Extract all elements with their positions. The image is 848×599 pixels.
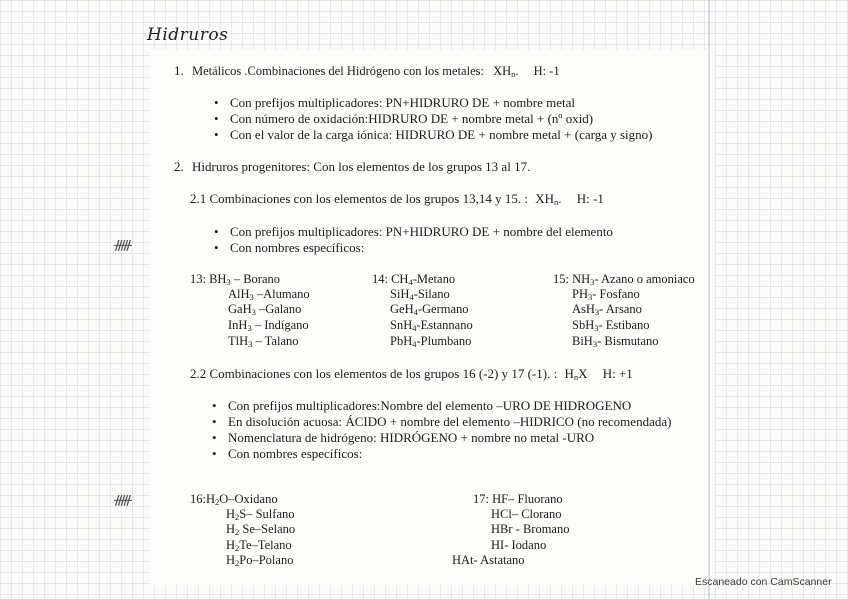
group16-row: $16:H_2O$–Oxidano <box>190 492 278 507</box>
section21-heading: 2.1 Combinaciones con los elementos de los grupos 13,14 y 15. : $XH_n$. H: -1 <box>190 191 604 207</box>
group17-row: 17: HF– Fluorano <box>473 492 563 506</box>
section1-bullet: • Con prefijos multiplicadores: PN+HIDRURO DE + nombre metal <box>230 95 575 111</box>
group16-row: $H_2$ Se–Selano <box>226 522 296 537</box>
group17-row: HCl– Clorano <box>491 507 562 521</box>
group15-row: 15: $NH_3-$ Azano o amoniaco <box>553 272 695 287</box>
group13-row: InH$_3$ – Indígano <box>228 318 309 333</box>
group13-row: TlH$_3$ – Talano <box>228 334 299 349</box>
group16-row: $H_2Po$–Polano <box>226 553 294 568</box>
group16-row: $H_2Te$–Telano <box>226 538 292 553</box>
group14-row: SiH$_4$-Silano <box>390 287 450 302</box>
margin-line <box>708 0 710 599</box>
section2-heading: Hidruros progenitores: Con los elementos de los grupos 13 al 17. <box>192 159 531 174</box>
section22-bullet: • Con prefijos multiplicadores:Nombre del elemento –URO DE HIDROGENO <box>228 398 631 414</box>
group14-row: GeH$_4$-Germano <box>390 302 469 317</box>
group15-row: AsH$_3$- Arsano <box>572 302 642 317</box>
section22-heading: 2.2 Combinaciones con los elementos de los grupos 16 (-2) y 17 (-1). : $H_nX$ H: +1 <box>190 366 633 382</box>
group13-row: GaH$_3$ –Galano <box>228 302 302 317</box>
group15-row: BiH$_3$- Bismutano <box>572 334 659 349</box>
section1-bullet: • Con número de oxidación:HIDRURO DE + nombre metal + (nº oxid) <box>230 111 593 127</box>
section21-bullet: • Con nombres específicos: <box>230 240 364 256</box>
section1-heading: Metálicos .Combinaciones del Hidrógeno con los metales: $XH_n$. H: -1 <box>192 64 560 79</box>
scanner-watermark: Escaneado con CamScanner <box>695 576 832 588</box>
group15-row: $PH_3-$ Fosfano <box>572 287 640 302</box>
group15-row: SbH$_3$- Estibano <box>572 318 650 333</box>
ring-hole-icon: ᚏ <box>114 493 132 508</box>
section1-number: 1. <box>174 63 184 78</box>
group16-row: $H_2S-$ Sulfano <box>226 507 295 522</box>
group13-row: AlH$_3$ –Alumano <box>228 287 310 302</box>
group14-row: SnH$_4$-Estannano <box>390 318 473 333</box>
ring-hole-icon: ᚏ <box>114 238 132 253</box>
group17-row: HBr - Bromano <box>491 522 570 536</box>
group17-row: HI- Iodano <box>491 538 547 552</box>
section22-bullet: • Nomenclatura de hidrógeno: HIDRÓGENO + nombre no metal -URO <box>228 430 594 446</box>
group13-row: 13: $BH_3$ – Borano <box>190 272 281 287</box>
section22-bullet: • Con nombres específicos: <box>228 446 362 462</box>
group14-row: 14: $CH_4$-Metano <box>372 272 456 287</box>
handwritten-title: Hidruros <box>147 25 229 45</box>
section2-number: 2. <box>174 159 184 174</box>
section22-bullet: • En disolución acuosa: ÁCIDO + nombre del elemento –HIDRICO (no recomendada) <box>228 414 671 430</box>
group14-row: PbH$_4$-Plumbano <box>390 334 472 349</box>
section1-bullet: • Con el valor de la carga iónica: HIDRURO DE + nombre metal + (carga y signo) <box>230 127 652 143</box>
section21-bullet: • Con prefijos multiplicadores: PN+HIDRURO DE + nombre del elemento <box>230 224 613 240</box>
group17-row: HAt- Astatano <box>452 553 525 567</box>
